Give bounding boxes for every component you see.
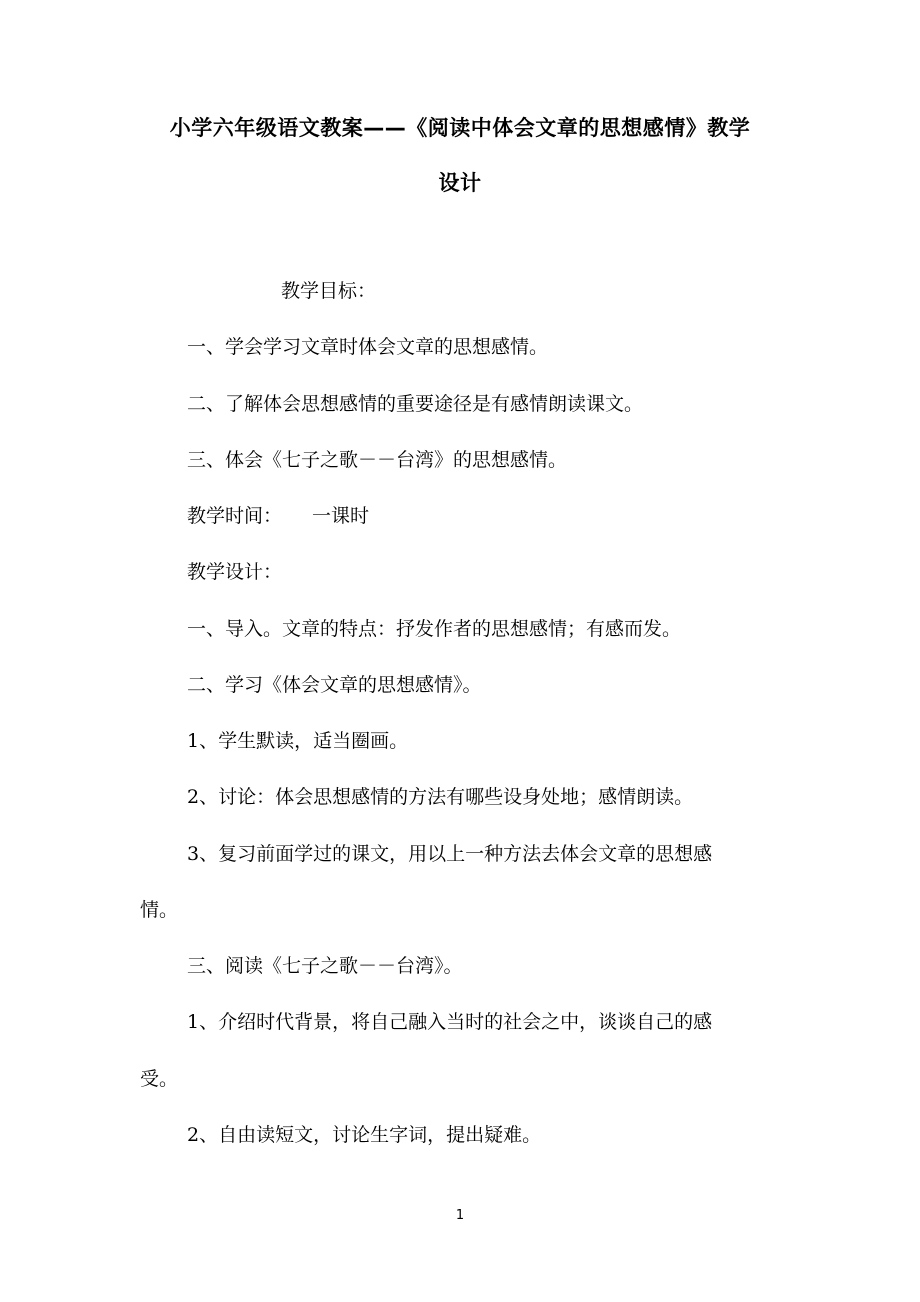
design-heading: 教学设计： (187, 561, 283, 583)
step-3-1-line-1: 1、介绍时代背景，将自己融入当时的社会之中，谈谈自己的感 (187, 1011, 713, 1033)
teaching-time (140, 501, 832, 531)
teaching-time-label: 教学时间： (187, 505, 283, 527)
objectives-heading: 教学目标： (281, 280, 377, 302)
objective-3: 三、体会《七子之歌－－台湾》的思想感情。 (187, 449, 568, 471)
objective-1: 一、学会学习文章时体会文章的思想感情。 (187, 336, 549, 358)
document-title-line-2: 设计 (438, 171, 482, 195)
step-3-2: 2、自由读短文，讨论生字词，提出疑难。 (187, 1124, 542, 1146)
step-2: 二、学习《体会文章的思想感情》。 (187, 674, 482, 696)
step-2-3-line-2: 情。 (140, 899, 179, 921)
page-number: 1 (455, 1208, 465, 1223)
step-1: 一、导入。文章的特点：抒发作者的思想感情；有感而发。 (187, 618, 682, 640)
step-2-2: 2、讨论：体会思想感情的方法有哪些设身处地；感情朗读。 (187, 786, 694, 808)
document-title-line-1: 小学六年级语文教案——《阅读中体会文章的思想感情》教学 (169, 116, 751, 140)
step-3-1-line-2: 受。 (140, 1068, 179, 1090)
objective-2: 二、了解体会思想感情的重要途径是有感情朗读课文。 (187, 393, 644, 415)
step-2-1: 1、学生默读，适当圈画。 (187, 730, 409, 752)
teaching-time-value: 一课时 (312, 505, 370, 527)
step-2-3-line-1: 3、复习前面学过的课文，用以上一种方法去体会文章的思想感 (187, 843, 713, 865)
step-3: 三、阅读《七子之歌－－台湾》。 (187, 955, 463, 977)
